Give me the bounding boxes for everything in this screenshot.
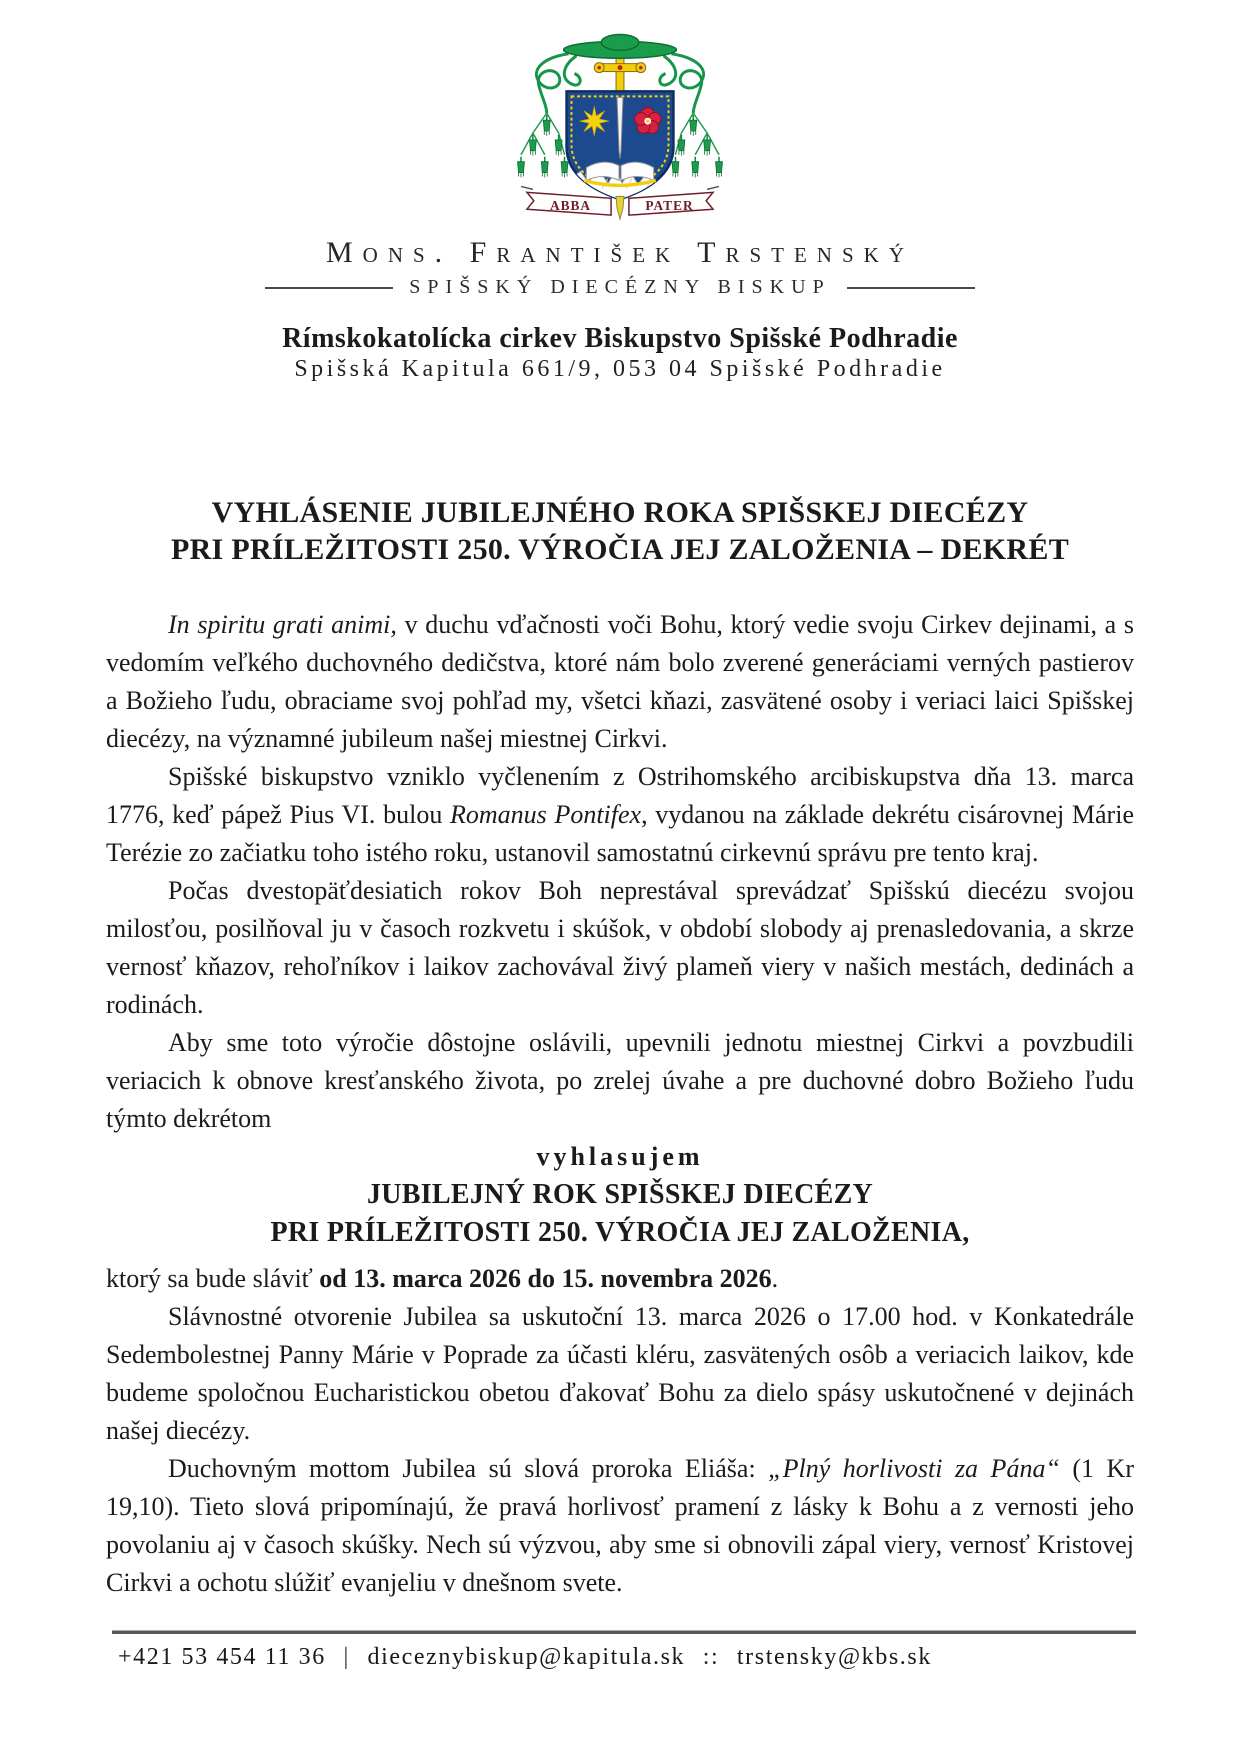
crozier-tip-icon bbox=[616, 196, 624, 219]
coat-of-arms bbox=[475, 30, 765, 228]
body-paragraph bbox=[106, 1024, 1134, 1138]
text-segment: Slávnostné otvorenie Jubilea sa uskutoční 13. marca 2026 o 17.00 hod. v Konkatedrále Sedembolestnej Panny Márie v Poprade za účasti kléru, zasvätených osôb a veriacich laikov, kde budeme spoločnou Eucharistickou obetou ďakovať Bohu za dielo spásy uskutočnené v dejinách našej diecézy. bbox=[106, 1302, 1134, 1445]
text-segment: Aby sme toto výročie dôstojne oslávili, upevnili jednotu miestnej Cirkvi a povzbudili veriacich k obnove kresťanského života, po zrelej úvahe a pre duchovné dobro Božieho ľudu týmto dekrétom bbox=[106, 1028, 1134, 1133]
declaration-line2: PRI PRÍLEŽITOSTI 250. VÝROČIA JEJ ZALOŽENIA, bbox=[270, 1217, 970, 1248]
declaration-line1: JUBILEJNÝ ROK SPIŠSKEJ DIECÉZY bbox=[366, 1179, 874, 1210]
text-segment: Duchovným mottom Jubilea sú slová proroka Eliáša: bbox=[168, 1454, 769, 1483]
footer-email-secondary: trstensky@kbs.sk bbox=[736, 1644, 932, 1670]
star-icon bbox=[579, 106, 609, 136]
shield-icon bbox=[567, 91, 674, 199]
footer-contact bbox=[118, 1644, 932, 1671]
paragraphs-after-declaration bbox=[106, 1260, 1134, 1602]
right-rule bbox=[847, 287, 975, 289]
galero-hat-icon bbox=[564, 34, 677, 58]
declaration-lead: vyhlasujem bbox=[536, 1142, 704, 1171]
footer-email-primary: dieceznybiskup@kapitula.sk bbox=[367, 1644, 686, 1670]
text-segment: Počas dvestopäťdesiatich rokov Boh neprestával sprevádzať Spišskú diecézu svojou milosťou, posilňoval ju v časoch rozkvetu i skúšok, v období slobody aj prenasledovania, a skrze vernosť kňazov, rehoľníkov i laikov zachovával živý plameň viery v našich mestách, dedinách a rodinách. bbox=[106, 876, 1134, 1019]
body-paragraph bbox=[106, 1260, 1134, 1298]
decree-title-line2: PRI PRÍLEŽITOSTI 250. VÝROČIA JEJ ZALOŽENIA – DEKRÉT bbox=[170, 533, 1070, 566]
text-segment: , vydanou na základe dekrétu cisárovnej Márie Terézie zo začiatku toho istého roku, ustanovil samostatnú cirkevnú správu pre tento kraj. bbox=[106, 800, 1134, 867]
organization-address: Spišská Kapitula 661/9, 053 04 Spišské Podhradie bbox=[294, 356, 946, 382]
left-rule bbox=[265, 287, 393, 289]
text-segment: Spišské biskupstvo vzniklo vyčlenením z Ostrihomského arcibiskupstva dňa 13. marca 1776, keď pápež Pius VI. bulou bbox=[106, 762, 1134, 829]
body-paragraph bbox=[106, 1450, 1134, 1602]
decree-title-line1: VYHLÁSENIE JUBILEJNÉHO ROKA SPIŠSKEJ DIECÉZY bbox=[211, 496, 1029, 529]
footer-separator-2: :: bbox=[702, 1644, 720, 1670]
text-segment: . bbox=[771, 1264, 779, 1293]
footer-phone: +421 53 454 11 36 bbox=[118, 1644, 326, 1670]
decree-body bbox=[106, 606, 1134, 1602]
decree-title bbox=[106, 494, 1134, 568]
text-segment: Romanus Pontifex bbox=[450, 800, 642, 829]
text-segment: od 13. marca 2026 do 15. novembra 2026 bbox=[319, 1264, 772, 1293]
text-segment: v duchu vďačnosti voči Bohu, ktorý vedie svoju Cirkev dejinami, a s vedomím veľkého duchovného dedičstva, ktoré nám bolo zverené generáciami verných pastierov a Božieho ľudu, obraciame svoj pohľad my, všetci kňazi, zasvätené osoby i veriaci laici Spišskej diecézy, na významné jubileum našej miestnej Cirkvi. bbox=[106, 610, 1135, 753]
footer-divider bbox=[112, 1630, 1136, 1634]
body-paragraph bbox=[106, 606, 1134, 758]
ribbon-text-right: PATER bbox=[645, 198, 694, 214]
ribbon-text-left: ABBA bbox=[549, 198, 592, 214]
footer-separator-1: | bbox=[343, 1644, 350, 1670]
body-paragraph bbox=[106, 872, 1134, 1024]
coat-of-arms-graphic bbox=[475, 30, 765, 228]
letterhead-title: SPIŠSKÝ DIECÉZNY BISKUP bbox=[409, 276, 831, 298]
letterhead-title-row bbox=[0, 276, 1240, 299]
body-paragraph bbox=[106, 758, 1134, 872]
body-paragraph bbox=[106, 1298, 1134, 1450]
text-segment: ktorý sa bude sláviť bbox=[106, 1264, 320, 1293]
text-segment: In spiritu grati animi, bbox=[168, 610, 397, 639]
text-segment: „Plný horlivosti za Pána“ bbox=[768, 1454, 1060, 1483]
organization-name: Rímskokatolícka cirkev Biskupstvo Spišské Podhradie bbox=[282, 323, 958, 354]
declaration-block bbox=[106, 1138, 1134, 1252]
letterhead-name: Mons. František Trstenský bbox=[325, 236, 914, 269]
paragraphs-before-declaration bbox=[106, 606, 1134, 1138]
text-segment: (1 Kr 19,10). Tieto slová pripomínajú, že pravá horlivosť pramení z lásky k Bohu a z vernosti jeho povolaniu aj v časoch skúšky. Nech sú výzvou, aby sme si obnovili zápal viery, vernosť Kristovej Cirkvi a ochotu slúžiť evanjeliu v dnešnom svete. bbox=[106, 1454, 1134, 1597]
